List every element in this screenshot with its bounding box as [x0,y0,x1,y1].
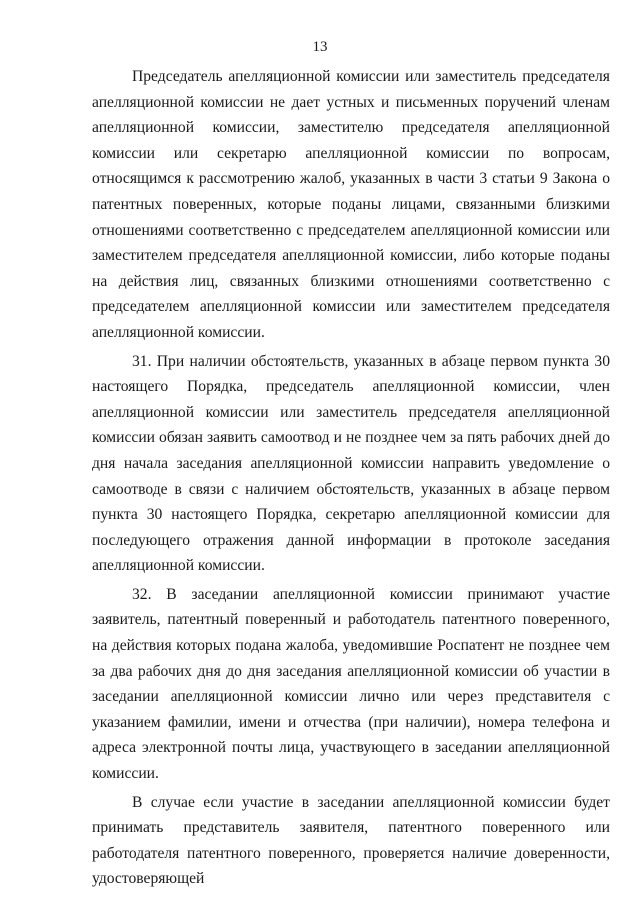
document-body [92,64,610,892]
paragraph: В случае если участие в заседании апелляционной комиссии будет принимать представитель заявителя, патентного поверенного или работодателя патентного поверенного, проверяется наличие доверенности, удостоверяющей [92,793,610,888]
page-number: 13 [312,39,328,55]
paragraph: 32. В заседании апелляционной комиссии принимают участие заявитель, патентный поверенный и работодатель патентного поверенного, на действия которых подана жалоба, уведомившие Роспатент не позднее чем за два рабочих дня до дня заседания апелляционной комиссии об участии в заседании апелляционной комиссии лично или через представителя с указанием фамилии, имени и отчества (при наличии), номера телефона и адреса электронной почты лица, участвующего в заседании апелляционной комиссии. [92,585,610,783]
paragraph: 31. При наличии обстоятельств, указанных в абзаце первом пункта 30 настоящего Порядка, председатель апелляционной комиссии, член апелляционной комиссии или заместитель председателя апелляционной комиссии обязан заявить самоотвод и не позднее чем за пять рабочих дней до дня начала заседания апелляционной комиссии направить уведомление о самоотводе в связи с наличием обстоятельств, указанных в абзаце первом пункта 30 настоящего Порядка, секретарю апелляционной комиссии для последующего отражения данной информации в протоколе заседания апелляционной комиссии. [92,352,610,575]
paragraph: Председатель апелляционной комиссии или заместитель председателя апелляционной комиссии не дает устных и письменных поручений членам апелляционной комиссии, заместителю председателя апелляционной комиссии или секретарю апелляционной комиссии по вопросам, относящимся к рассмотрению жалоб, указанных в части 3 статьи 9 Закона о патентных поверенных, которые поданы лицами, связанными близкими отношениями соответственно с председателем апелляционной комиссии или заместителем председателя апелляционной комиссии, либо которые поданы на действия лиц, связанных близкими отношениями соответственно с председателем апелляционной комиссии или заместителем председателя апелляционной комиссии. [92,68,610,341]
